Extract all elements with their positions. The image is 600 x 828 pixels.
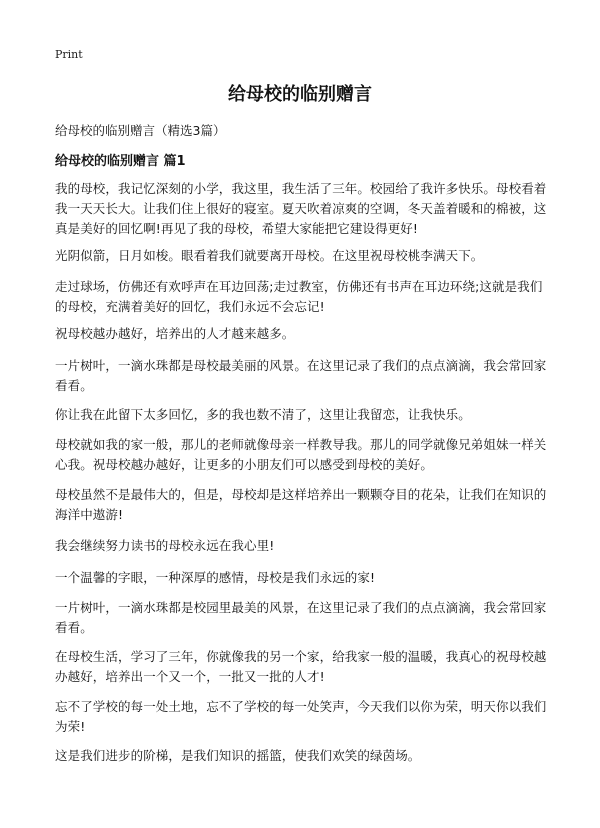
paragraph: 一个温馨的字眼，一种深厚的感情，母校是我们永远的家! [55, 570, 376, 585]
paragraph: 母校就如我的家一般，那儿的老师就像母亲一样教导我。那儿的同学就像兄弟姐妹一样关心我。祝母校越办越好，让更多的小朋友们可以感受到母校的美好。 [55, 437, 547, 472]
document-title: 给母校的临别赠言 [228, 84, 372, 105]
paragraph: 一片树叶，一滴水珠都是母校最美丽的风景。在这里记录了我们的点点滴滴，我会常回家看看。 [55, 358, 547, 393]
section-heading: 给母校的临别赠言 篇1 [55, 154, 186, 169]
paragraph: 我的母校，我记忆深刻的小学，我这里，我生活了三年。校园给了我许多快乐。母校看着我一天天长大。让我们住上很好的寝室。夏天吹着凉爽的空调，冬天盖着暖和的棉被，这真是美好的回忆啊!再见了我的母校，希望大家能把它建设得更好! [55, 181, 547, 236]
document-subtitle: 给母校的临别赠言（精选3篇） [55, 123, 226, 138]
paragraph: 光阴似箭，日月如梭。眼看着我们就要离开母校。在这里祝母校桃李满天下。 [55, 248, 484, 263]
print-link[interactable]: Print [55, 48, 83, 61]
paragraph: 你让我在此留下太多回忆，多的我也数不清了，这里让我留恋，让我快乐。 [55, 407, 471, 422]
paragraph: 忘不了学校的每一处土地，忘不了学校的每一处笑声，今天我们以你为荣，明天你以我们为荣! [55, 699, 547, 734]
paragraph: 一片树叶，一滴水珠都是校园里最美的风景，在这里记录了我们的点点滴滴，我会常回家看看。 [55, 600, 547, 635]
paragraph: 走过球场，仿佛还有欢呼声在耳边回荡;走过教室，仿佛还有书声在耳边环绕;这就是我们的母校，充满着美好的回忆，我们永远不会忘记! [55, 279, 543, 314]
paragraph: 这是我们进步的阶梯，是我们知识的摇篮，使我们欢笑的绿茵场。 [55, 748, 421, 763]
paragraph: 我会继续努力读书的母校永远在我心里! [55, 538, 275, 553]
paragraph: 祝母校越办越好，培养出的人才越来越多。 [55, 326, 295, 341]
paragraph: 在母校生活，学习了三年，你就像我的另一个家，给我家一般的温暖，我真心的祝母校越办越好，培养出一个又一个，一批又一批的人才! [55, 649, 547, 684]
paragraph: 母校虽然不是最伟大的，但是，母校却是这样培养出一颗颗夺目的花朵，让我们在知识的海洋中遨游! [55, 487, 547, 522]
